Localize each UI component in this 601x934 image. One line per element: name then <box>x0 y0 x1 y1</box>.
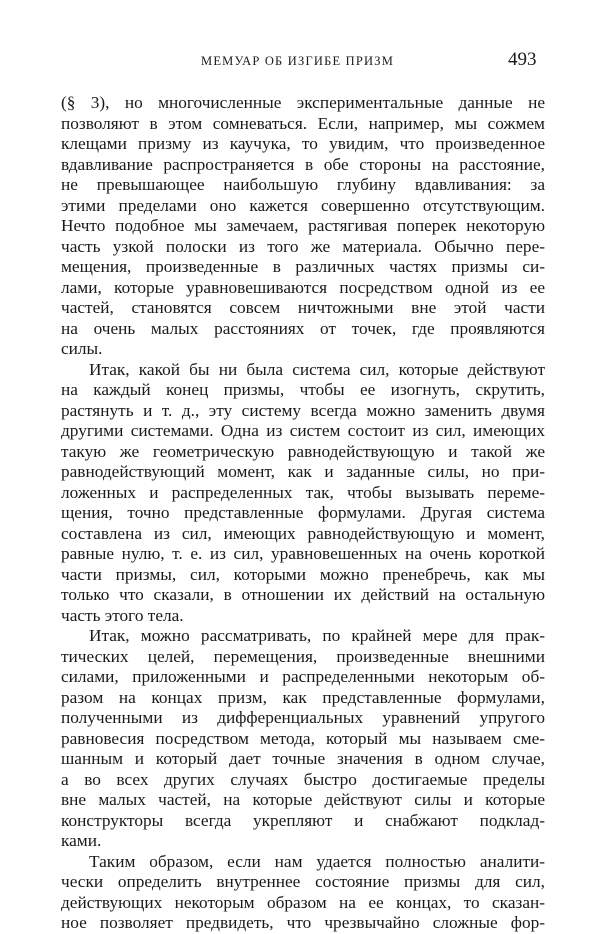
page-number: 493 <box>508 49 537 70</box>
text-line: ное позволяет предвидеть, что чрезвычайно сложные фор- <box>61 913 545 932</box>
paragraph-3 <box>61 626 545 852</box>
paragraph-2 <box>61 360 545 627</box>
text-line: чески определить внутреннее состояние призмы для сил, <box>61 872 545 891</box>
text-line: тических целей, перемещения, произведенные внешними <box>61 646 545 666</box>
text-line: силы. <box>61 339 103 358</box>
text-line: вне малых частей, на которые действуют силы и которые <box>61 790 545 809</box>
text-line: такую же геометрическую равнодействующую и такой же <box>61 441 545 461</box>
text-line: позволяют в этом сомневаться. Если, например, мы сожмем <box>61 113 545 133</box>
text-line: клещами призму из каучука, то увидим, что произведенное <box>61 134 545 153</box>
text-line: ложенных и распределенных так, чтобы вызывать переме- <box>61 482 545 502</box>
text-line: частей, становятся совсем ничтожными вне этой части <box>61 298 545 317</box>
text-line: Таким образом, если нам удается полностью аналити- <box>89 851 545 871</box>
text-line: не превышающее наибольшую глубину вдавливания: за <box>61 175 545 194</box>
text-line: разом на концах призм, как представленные формулами, <box>61 687 545 707</box>
text-line: конструкторы всегда укрепляют и снабжают подклад- <box>61 810 545 830</box>
text-line: (§ 3), но многочисленные экспериментальные данные не <box>61 93 545 112</box>
text-line: часть этого тела. <box>61 605 184 625</box>
text-line: равнодействующий момент, как и заданные силы, но при- <box>61 462 545 481</box>
text-line: этими пределами оно кажется совершенно отсутствующим. <box>61 195 545 215</box>
text-line: ками. <box>61 831 102 850</box>
text-line: а во всех других случаях быстро достигаемые пределы <box>61 769 545 789</box>
body-text <box>61 93 545 934</box>
text-line: составлена из сил, имеющих равнодействующую и момент, <box>61 523 545 543</box>
text-line: Нечто подобное мы замечаем, растягивая поперек некоторую <box>61 216 545 235</box>
text-line: части призмы, сил, которыми можно пренебречь, как мы <box>61 564 545 584</box>
text-line: мещения, произведенные в различных частях призмы си- <box>61 257 545 276</box>
text-line: Итак, какой бы ни была система сил, которые действуют <box>89 359 545 379</box>
text-line: часть узкой полоски из того же материала. Обычно пере- <box>61 236 545 256</box>
text-line: другими системами. Одна из систем состоит из сил, имеющих <box>61 421 545 440</box>
text-line: действующих некоторым образом на ее концах, то сказан- <box>61 892 545 912</box>
text-line: силами, приложенными и распределенными некоторым об- <box>61 667 545 686</box>
text-line: на очень малых расстояниях от точек, где проявляются <box>61 318 545 338</box>
text-line: равные нулю, т. е. из сил, уравновешенных на очень короткой <box>61 544 545 563</box>
text-line: шанным и который дает точные значения в одном случае, <box>61 749 545 768</box>
paragraph-1 <box>61 93 545 360</box>
text-line: вдавливание распространяется в обе стороны на расстояние, <box>61 154 545 174</box>
text-line: равновесия посредством метода, который мы называем сме- <box>61 728 545 748</box>
text-line: растянуть и т. д., эту систему всегда можно заменить двумя <box>61 400 545 420</box>
text-line: Итак, можно рассматривать, по крайней мере для прак- <box>89 626 545 645</box>
text-line: щения, точно представленные формулами. Другая система <box>61 503 545 522</box>
text-line: полученными из дифференциальных уравнений упругого <box>61 708 545 727</box>
running-head: МЕМУАР ОБ ИЗГИБЕ ПРИЗМ <box>201 54 395 68</box>
text-line: на каждый конец призмы, чтобы ее изогнуть, скрутить, <box>61 380 545 399</box>
text-line: только что сказали, в отношении их действий на остальную <box>61 585 545 604</box>
text-line: лами, которые уравновешиваются посредством одной из ее <box>61 277 545 297</box>
paragraph-4 <box>61 852 545 934</box>
